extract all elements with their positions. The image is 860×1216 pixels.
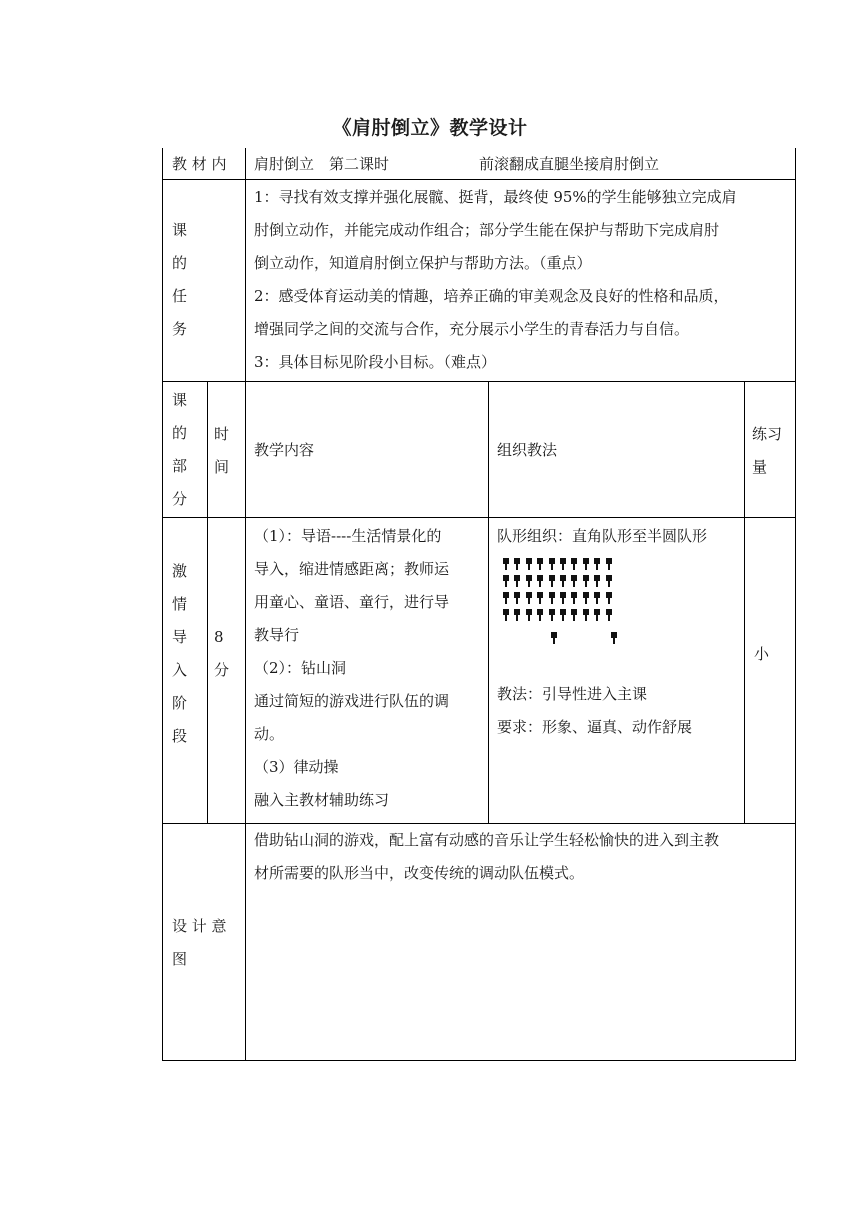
- student-figure-icon: [560, 592, 566, 605]
- student-figure-icon: [537, 558, 543, 571]
- student-figure-icon: [549, 592, 555, 605]
- student-figure-icon: [551, 632, 557, 645]
- student-figure-icon: [606, 592, 612, 605]
- student-figure-icon: [503, 575, 509, 588]
- student-figure-icon: [537, 592, 543, 605]
- student-figure-icon: [503, 558, 509, 571]
- design-content: 借助钻山洞的游戏，配上富有动感的音乐让学生轻松愉快的进入到主教 材所需要的队形当中，改变传统的调动队伍模式。: [254, 831, 720, 882]
- rule-line: [488, 381, 489, 823]
- rule-line: [744, 381, 745, 823]
- student-figure-icon: [549, 609, 555, 622]
- rule-line: [795, 148, 796, 1061]
- method-details: 教法：引导性进入主课 要求：形象、逼真、动作舒展: [497, 685, 693, 736]
- rule-line: [162, 381, 796, 382]
- material-content: 肩肘倒立 第二课时 前滚翻成直腿坐接肩肘倒立: [254, 155, 660, 173]
- student-figure-icon: [583, 558, 589, 571]
- student-figure-icon: [560, 575, 566, 588]
- student-figure-icon: [560, 558, 566, 571]
- lesson-plan-table: [162, 148, 796, 1061]
- student-figure-icon: [526, 592, 532, 605]
- time-header: 时 间: [214, 425, 230, 476]
- rule-line: [162, 1060, 796, 1061]
- material-label: 教 材 内: [172, 155, 227, 173]
- stage-label: 激 情 导 入 阶 段: [172, 562, 188, 745]
- stage-content: （1）：导语----生活情景化的 导入，缩进情感距离；教师运 用童心、童语、童行，进行导 教导行 （2）：钻山洞 通过简短的游戏进行队伍的调 动。 （3）律动操 融入主教材辅助练习: [254, 527, 450, 809]
- student-figure-icon: [606, 575, 612, 588]
- formation-diagram: [503, 558, 643, 643]
- page-title: 《肩肘倒立》教学设计: [332, 117, 528, 139]
- student-figure-icon: [611, 632, 617, 645]
- task-content: 1：寻找有效支撑并强化展髋、挺背，最终使 95%的学生能够独立完成肩 肘倒立动作，并能完成动作组合；部分学生能在保护与帮助下完成肩肘 倒立动作，知道肩肘倒立保护与帮助方法。（重点） 2：感受体育运动美的情趣，培养正确的审美观念及良好的性格和品质， 增强同学之间的交流与合作，充分展示小学生的青春活力与自信。 3：具体目标见阶段小目标。（难点）: [254, 188, 737, 371]
- rule-line: [162, 517, 796, 518]
- rule-line: [207, 381, 208, 823]
- student-figure-icon: [537, 609, 543, 622]
- amount-header: 练习 量: [752, 425, 783, 476]
- student-figure-icon: [526, 575, 532, 588]
- student-figure-icon: [560, 609, 566, 622]
- student-figure-icon: [514, 592, 520, 605]
- student-figure-icon: [549, 558, 555, 571]
- rule-line: [162, 148, 163, 1061]
- content-header: 教学内容: [254, 441, 315, 459]
- formation-heading: 队形组织：直角队形至半圆队形: [497, 527, 708, 545]
- method-header: 组织教法: [497, 441, 558, 459]
- rule-line: [245, 148, 246, 1061]
- student-figure-icon: [503, 609, 509, 622]
- student-figure-icon: [537, 575, 543, 588]
- student-figure-icon: [526, 609, 532, 622]
- student-figure-icon: [594, 592, 600, 605]
- student-figure-icon: [583, 592, 589, 605]
- student-figure-icon: [583, 609, 589, 622]
- part-header: 课 的 部 分: [172, 391, 188, 508]
- student-figure-icon: [571, 592, 577, 605]
- student-figure-icon: [571, 609, 577, 622]
- student-figure-icon: [606, 558, 612, 571]
- student-figure-icon: [503, 592, 509, 605]
- stage-time: 8 分: [214, 628, 230, 679]
- student-figure-icon: [571, 558, 577, 571]
- stage-amount: 小: [754, 645, 770, 663]
- student-figure-icon: [594, 609, 600, 622]
- student-figure-icon: [549, 575, 555, 588]
- student-figure-icon: [514, 575, 520, 588]
- student-figure-icon: [594, 575, 600, 588]
- student-figure-icon: [606, 609, 612, 622]
- design-label: 设 计 意 图: [172, 917, 227, 968]
- student-figure-icon: [526, 558, 532, 571]
- student-figure-icon: [514, 609, 520, 622]
- student-figure-icon: [594, 558, 600, 571]
- student-figure-icon: [514, 558, 520, 571]
- student-figure-icon: [571, 575, 577, 588]
- task-label: 课 的 任 务: [172, 221, 188, 338]
- student-figure-icon: [583, 575, 589, 588]
